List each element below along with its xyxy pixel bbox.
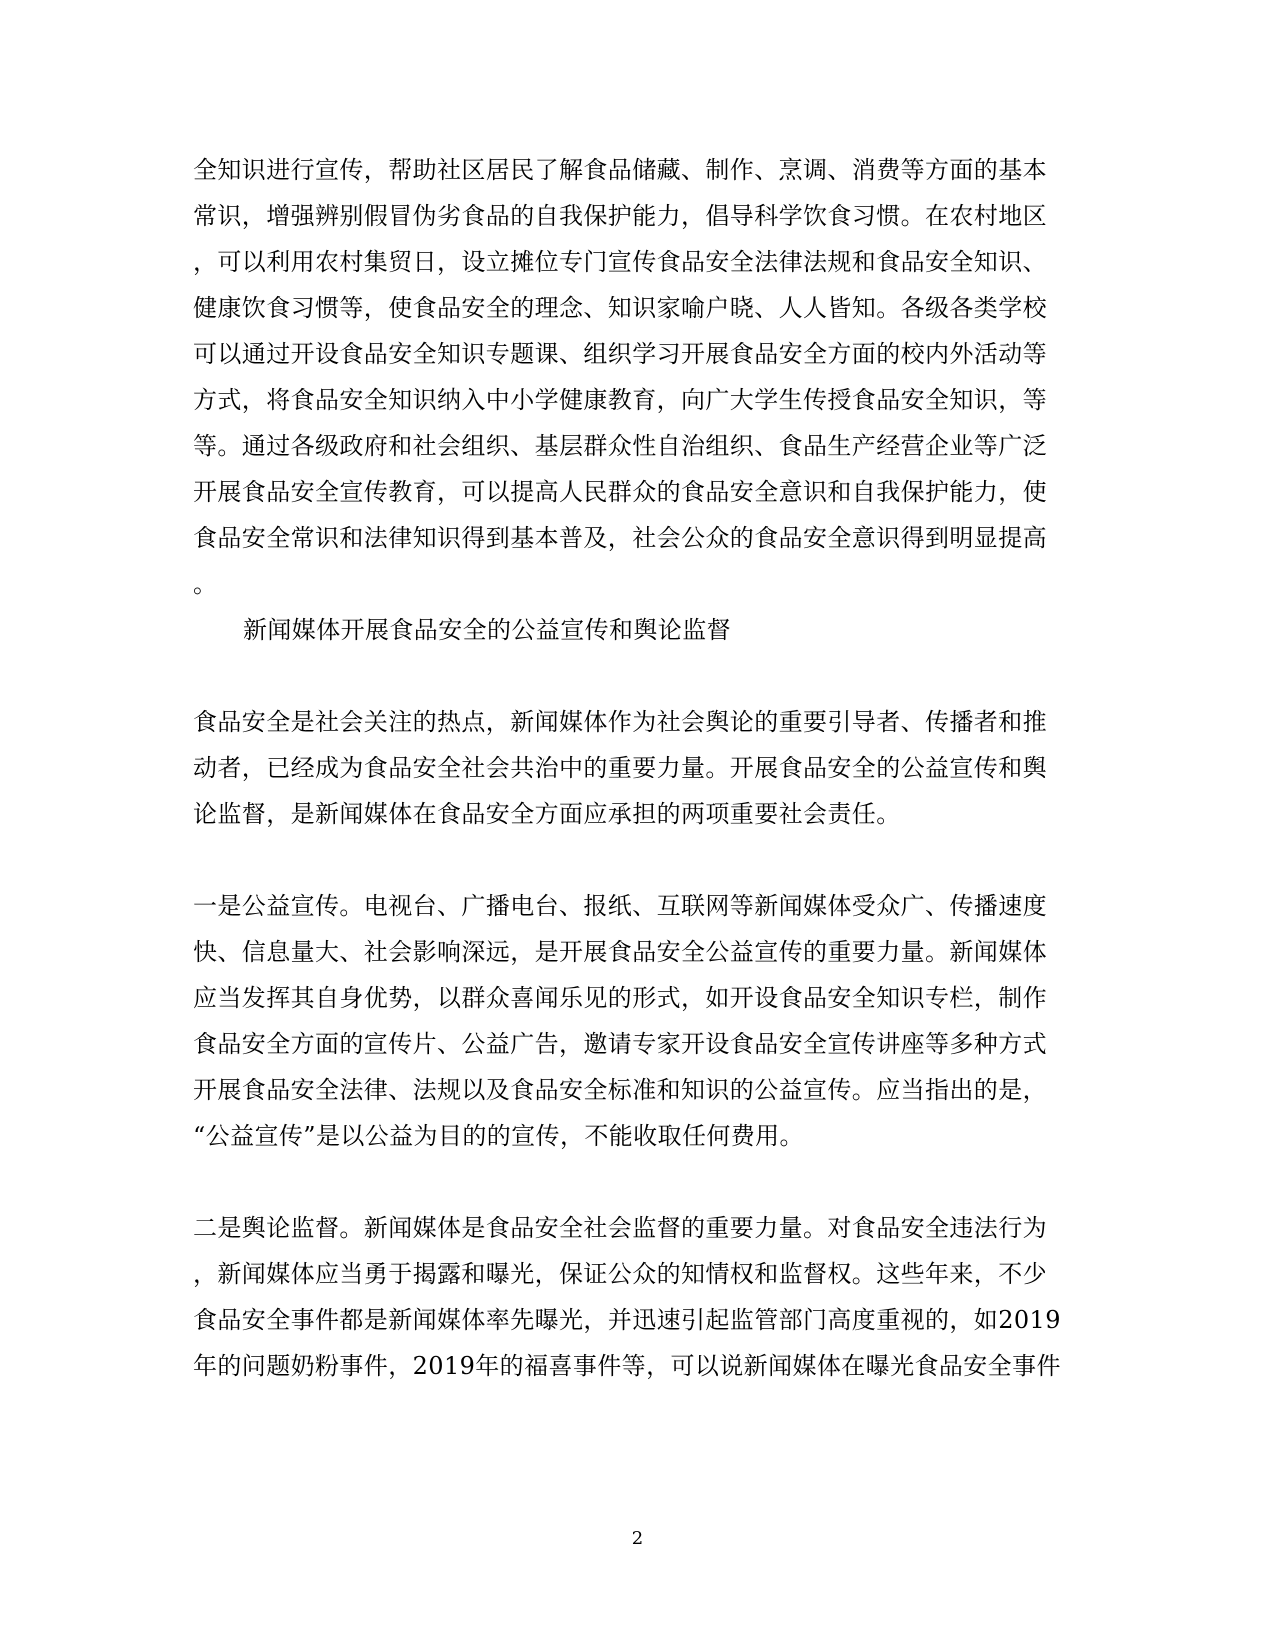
paragraph-4-line: 年的问题奶粉事件，2019年的福喜事件等，可以说新闻媒体在曝光食品安全事件 — [193, 1352, 1061, 1380]
paragraph-1-line: 等。通过各级政府和社会组织、基层群众性自治组织、食品生产经营企业等广泛 — [193, 432, 1047, 460]
paragraph-1-line: 可以通过开设食品安全知识专题课、组织学习开展食品安全方面的校内外活动等 — [193, 340, 1047, 368]
paragraph-2-line: 食品安全是社会关注的热点，新闻媒体作为社会舆论的重要引导者、传播者和推 — [193, 708, 1047, 736]
paragraph-1-line: 开展食品安全宣传教育，可以提高人民群众的食品安全意识和自我保护能力，使 — [193, 478, 1047, 506]
paragraph-3-line: “公益宣传”是以公益为目的的宣传，不能收取任何费用。 — [193, 1122, 804, 1150]
paragraph-3-line: 快、信息量大、社会影响深远，是开展食品安全公益宣传的重要力量。新闻媒体 — [193, 938, 1047, 966]
paragraph-4-line: ，新闻媒体应当勇于揭露和曝光，保证公众的知情权和监督权。这些年来，不少 — [193, 1260, 1047, 1288]
paragraph-3-line: 开展食品安全法律、法规以及食品安全标准和知识的公益宣传。应当指出的是， — [193, 1076, 1047, 1104]
paragraph-1-line: 方式，将食品安全知识纳入中小学健康教育，向广大学生传授食品安全知识，等 — [193, 386, 1047, 414]
paragraph-3-line: 应当发挥其自身优势，以群众喜闻乐见的形式，如开设食品安全知识专栏，制作 — [193, 984, 1047, 1012]
paragraph-1-line: 全知识进行宣传，帮助社区居民了解食品储藏、制作、烹调、消费等方面的基本 — [193, 156, 1047, 184]
paragraph-2-line: 论监督，是新闻媒体在食品安全方面应承担的两项重要社会责任。 — [193, 800, 901, 828]
paragraph-2-line: 动者，已经成为食品安全社会共治中的重要力量。开展食品安全的公益宣传和舆 — [193, 754, 1047, 782]
paragraph-1-line: 食品安全常识和法律知识得到基本普及，社会公众的食品安全意识得到明显提高 — [193, 524, 1047, 552]
paragraph-1-line: 健康饮食习惯等，使食品安全的理念、知识家喻户晓、人人皆知。各级各类学校 — [193, 294, 1047, 322]
paragraph-4-line: 食品安全事件都是新闻媒体率先曝光，并迅速引起监管部门高度重视的，如2019 — [193, 1306, 1061, 1334]
paragraph-4-line: 二是舆论监督。新闻媒体是食品安全社会监督的重要力量。对食品安全违法行为 — [193, 1214, 1047, 1242]
paragraph-3-line: 食品安全方面的宣传片、公益广告，邀请专家开设食品安全宣传讲座等多种方式 — [193, 1030, 1047, 1058]
section-heading: 新闻媒体开展食品安全的公益宣传和舆论监督 — [243, 616, 731, 644]
page-number: 2 — [631, 1528, 644, 1549]
paragraph-1-line: 。 — [193, 570, 218, 598]
paragraph-1-line: ，可以利用农村集贸日，设立摊位专门宣传食品安全法律法规和食品安全知识、 — [193, 248, 1047, 276]
paragraph-1-line: 常识，增强辨别假冒伪劣食品的自我保护能力，倡导科学饮食习惯。在农村地区 — [193, 202, 1047, 230]
paragraph-3-line: 一是公益宣传。电视台、广播电台、报纸、互联网等新闻媒体受众广、传播速度 — [193, 892, 1047, 920]
